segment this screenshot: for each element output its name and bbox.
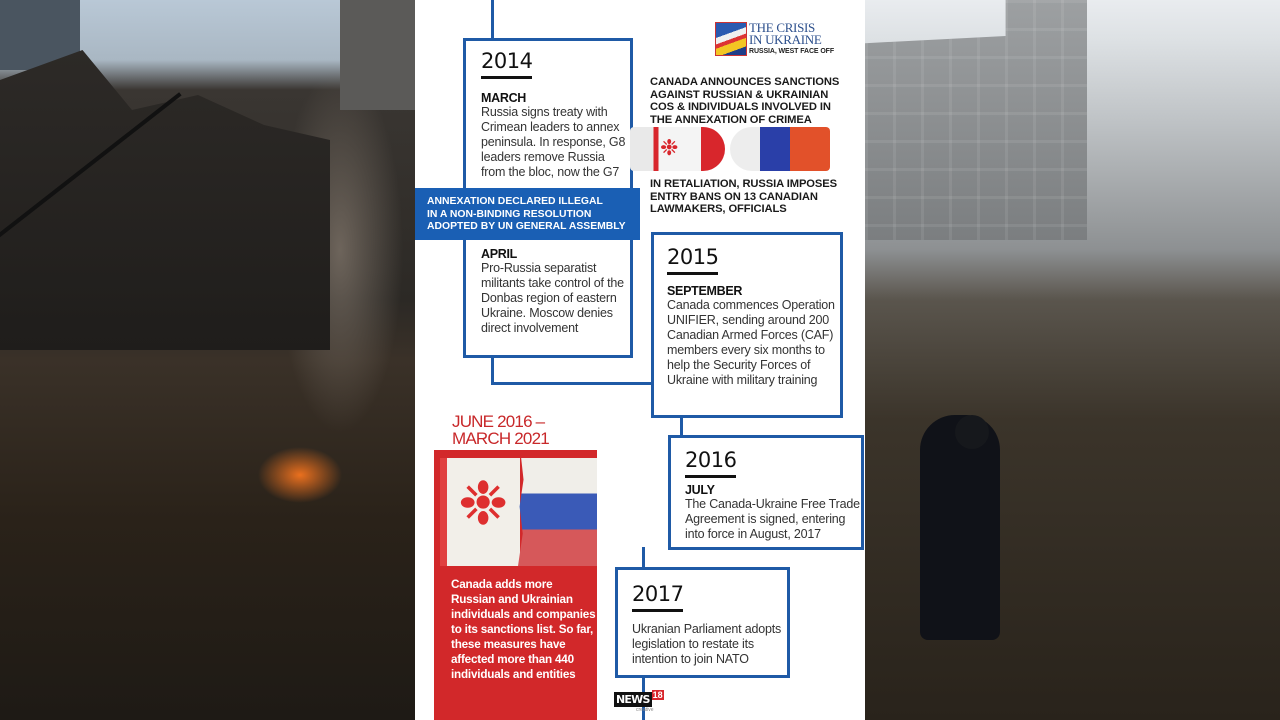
timeline-line bbox=[642, 547, 645, 569]
year-label: 2014 bbox=[481, 49, 532, 79]
news18-brand: NEWS bbox=[616, 693, 650, 706]
logo-title: THE CRISIS IN UKRAINE bbox=[749, 20, 822, 47]
year-label: 2015 bbox=[667, 245, 718, 275]
year-label: 2017 bbox=[632, 582, 683, 612]
event-text: Pro-Russia separatist militants take control of the Donbas region of eastern Ukraine. Moscow denies direct involvement bbox=[481, 261, 624, 335]
un-resolution-banner bbox=[415, 188, 640, 240]
photo-apartment-building bbox=[865, 0, 1235, 240]
maple-leaf-icon: ❉ bbox=[660, 135, 679, 160]
retaliation-text: IN RETALIATION, RUSSIA IMPOSES ENTRY BANS ON 13 CANADIAN LAWMAKERS, OFFICIALS bbox=[650, 178, 837, 216]
news18-creative-logo bbox=[614, 690, 664, 713]
event-text: Russia signs treaty with Crimean leaders to annex peninsula. In response, G8 leaders remove Russia from the bloc, now the G7 bbox=[481, 105, 626, 179]
timeline-card-2016 bbox=[668, 435, 864, 550]
month-label: APRIL bbox=[481, 247, 518, 261]
sanctions-announcement: CANADA ANNOUNCES SANCTIONS AGAINST RUSSIAN & UKRAINIAN COS & INDIVIDUALS INVOLVED IN THE ANNEXATION OF CRIMEA bbox=[650, 76, 840, 127]
logo-subtitle: RUSSIA, WEST FACE OFF bbox=[749, 48, 835, 55]
photo-person-silhouette bbox=[920, 415, 1000, 640]
period-text: Canada adds more Russian and Ukrainian individuals and companies to its sanctions list. So far, these measures have affected more than 440 individuals and entities bbox=[451, 578, 596, 681]
period-title: JUNE 2016 – MARCH 2021 bbox=[452, 412, 549, 448]
maple-leaf-icon: ❉ bbox=[458, 470, 509, 537]
event-text: Ukranian Parliament adopts legislation to restate its intention to join NATO bbox=[632, 622, 782, 666]
canada-fist bbox=[630, 127, 725, 171]
timeline-line bbox=[491, 357, 494, 384]
photo-tower bbox=[340, 0, 415, 110]
event-text: Canada commences Operation UNIFIER, sending around 200 Canadian Armed Forces (CAF) members every six months to help the Security Forces of Ukraine with military training bbox=[667, 298, 835, 387]
sanctions-period-card bbox=[434, 450, 597, 720]
flags-collage-icon bbox=[715, 22, 747, 56]
month-label: MARCH bbox=[481, 91, 527, 105]
event-text: The Canada-Ukraine Free Trade Agreement is signed, entering into force in August, 2017 bbox=[685, 497, 860, 541]
timeline-card-2015 bbox=[651, 232, 843, 418]
photo-person-head bbox=[955, 415, 989, 449]
month-label: SEPTEMBER bbox=[667, 284, 743, 298]
news18-number: 18 bbox=[652, 690, 663, 700]
canada-russia-cracked-flags bbox=[440, 458, 597, 566]
month-label: JULY bbox=[685, 483, 715, 497]
timeline-line bbox=[680, 415, 683, 437]
banner-line: ADOPTED BY UN GENERAL ASSEMBLY bbox=[427, 221, 626, 232]
russia-fist bbox=[730, 127, 830, 171]
timeline-line bbox=[491, 382, 652, 385]
photo-ruined-building bbox=[0, 50, 330, 350]
russia-flag bbox=[518, 458, 597, 566]
canada-russia-fists-icon bbox=[630, 125, 830, 175]
banner-line: IN A NON-BINDING RESOLUTION bbox=[427, 208, 592, 220]
year-label: 2016 bbox=[685, 448, 736, 478]
timeline-line bbox=[491, 0, 494, 40]
timeline-card-2017 bbox=[615, 567, 790, 678]
background-photo-left bbox=[0, 0, 415, 720]
infographic-panel bbox=[415, 0, 865, 720]
news18-sub: creative bbox=[636, 707, 654, 713]
banner-line: ANNEXATION DECLARED ILLEGAL bbox=[427, 196, 603, 207]
background-photo-right bbox=[865, 0, 1280, 720]
crisis-in-ukraine-logo bbox=[715, 20, 835, 60]
